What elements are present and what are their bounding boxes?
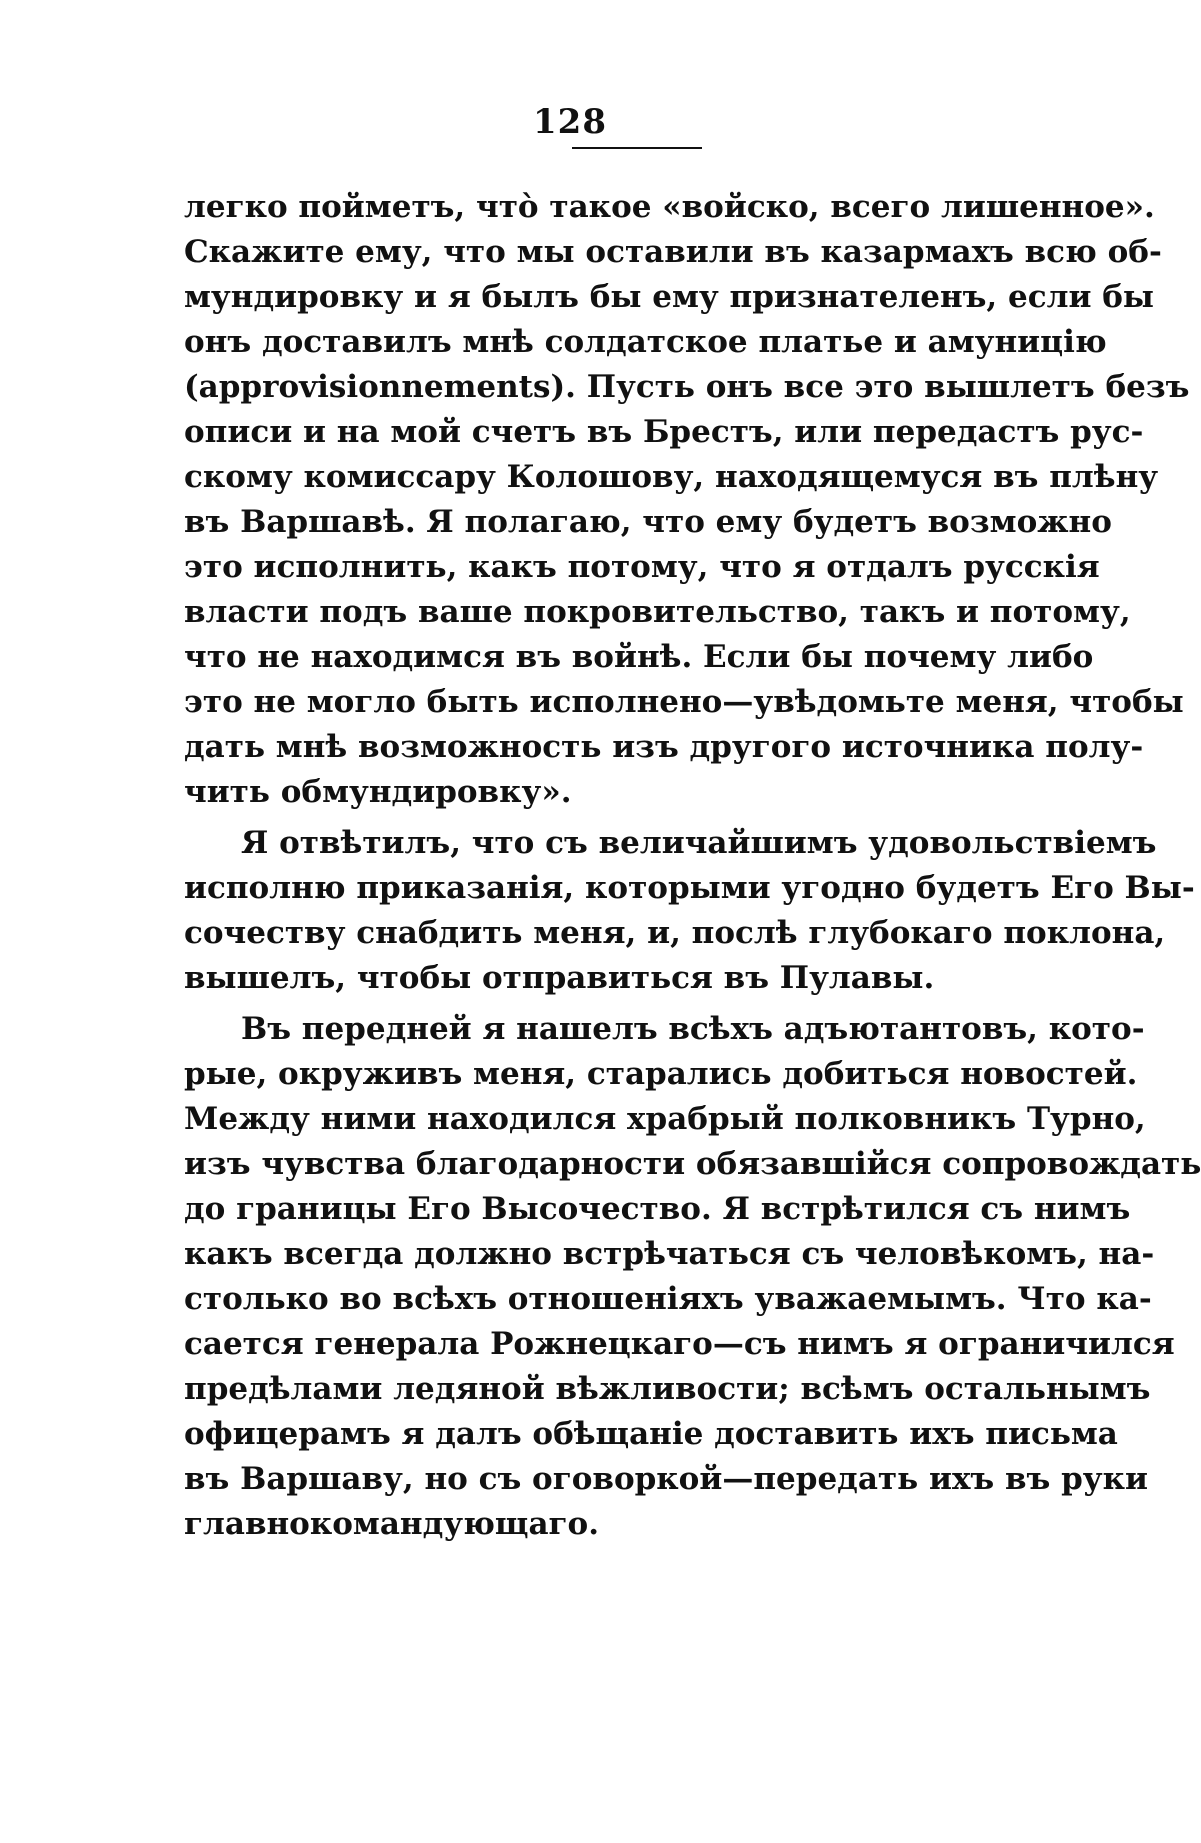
text-line: мундировку и я былъ бы ему признателенъ, если бы [184,279,1155,315]
text-line: это не могло быть исполнено—увѣдомьте меня, чтобы [184,684,1184,720]
text-line: что не находимся въ войнѣ. Если бы почему либо [184,639,1094,675]
text-line: рые, окруживъ меня, старались добиться новостей. [184,1056,1138,1092]
paragraph [184,1007,1201,1547]
text-line: легко пойметъ, что̀ такое «войско, всего лишенное». [184,189,1155,225]
text-line: какъ всегда должно встрѣчаться съ человѣкомъ, на- [184,1236,1155,1272]
text-line: предѣлами ледяной вѣжливости; всѣмъ остальнымъ [184,1371,1151,1407]
text-line: до границы Его Высочество. Я встрѣтился съ нимъ [184,1191,1131,1227]
body-text [184,185,1201,1547]
text-line: вышелъ, чтобы отправиться въ Пулавы. [184,960,935,996]
text-line: въ Варшаву, но съ оговоркой—передать ихъ въ руки [184,1461,1149,1497]
text-line: исполню приказанія, которыми угодно будетъ Его Вы- [184,870,1195,906]
text-line: сается генерала Рожнецкаго—съ нимъ я ограничился [184,1326,1175,1362]
text-line: (approvisionnements). Пусть онъ все это вышлетъ безъ [184,369,1190,405]
paragraph [184,821,1195,1001]
text-line: столько во всѣхъ отношеніяхъ уважаемымъ. Что ка- [184,1281,1152,1317]
text-line: сочеству снабдить меня, и, послѣ глубокаго поклона, [184,915,1166,951]
text-line: власти подъ ваше покровительство, такъ и потому, [184,594,1131,630]
text-line: чить обмундировку». [184,774,572,810]
text-line: Скажите ему, что мы оставили въ казармахъ всю об- [184,234,1162,270]
paragraph [184,185,1190,815]
text-line: изъ чувства благодарности обязавшійся сопровождать [184,1146,1201,1182]
text-line: главнокомандующаго. [184,1506,600,1542]
text-line: Между ними находился храбрый полковникъ Турно, [184,1101,1146,1137]
text-line: офицерамъ я далъ обѣщаніе доставить ихъ письма [184,1416,1118,1452]
text-line: скому комиссару Колошову, находящемуся въ плѣну [184,459,1159,495]
text-line: въ Варшавѣ. Я полагаю, что ему будетъ возможно [184,504,1112,540]
text-line: Въ передней я нашелъ всѣхъ адъютантовъ, кото- [241,1011,1145,1047]
text-line: это исполнить, какъ потому, что я отдалъ русскія [184,549,1100,585]
header-rule [572,147,702,149]
text-line: описи и на мой счетъ въ Брестъ, или передастъ рус- [184,414,1144,450]
text-line: Я отвѣтилъ, что съ величайшимъ удовольствіемъ [241,825,1157,861]
text-line: онъ доставилъ мнѣ солдатское платье и амуницію [184,324,1107,360]
page-number: 128 [533,102,607,142]
text-line: дать мнѣ возможность изъ другого источника полу- [184,729,1144,765]
